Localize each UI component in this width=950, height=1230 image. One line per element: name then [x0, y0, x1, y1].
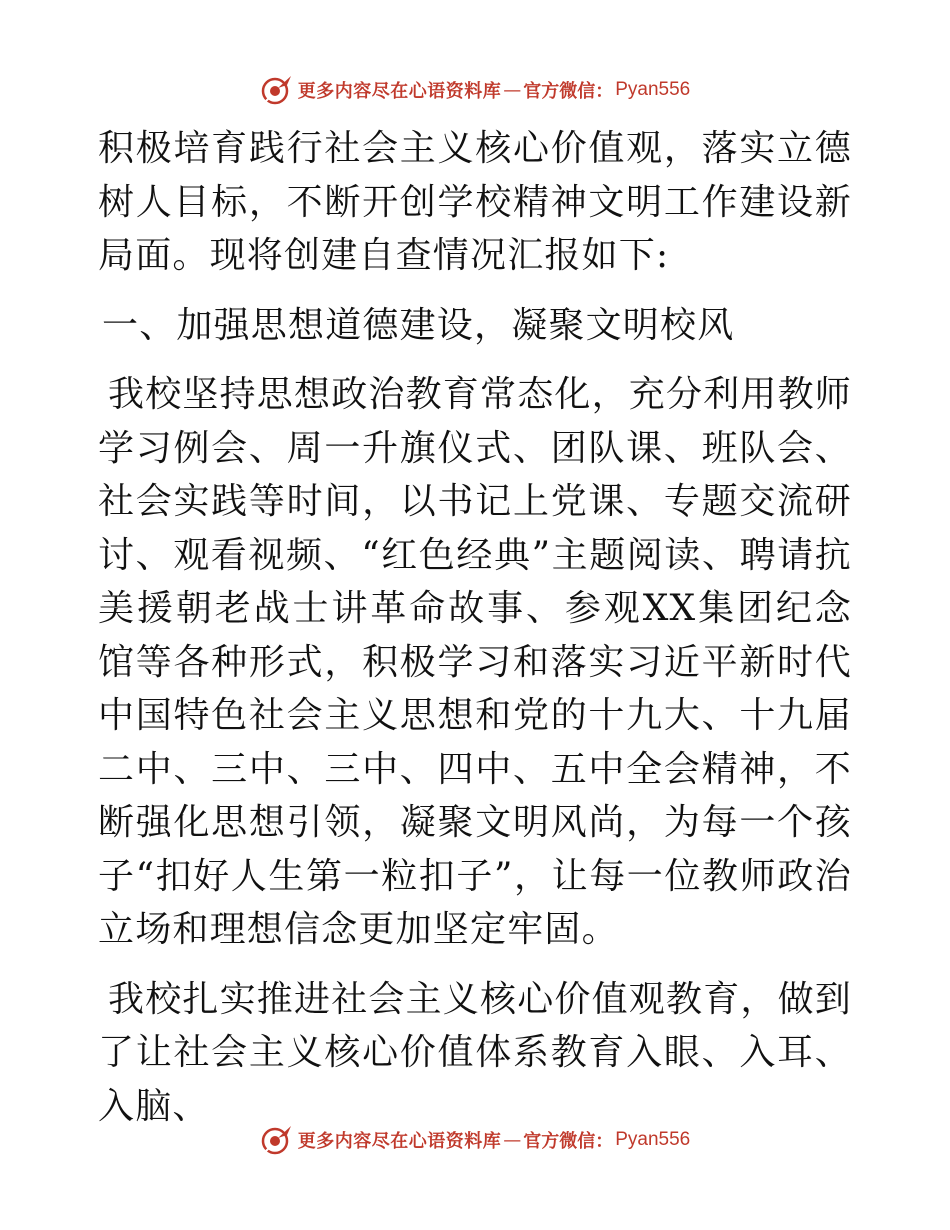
quill-pen-logo-icon [260, 1123, 294, 1157]
footer-watermark-banner [0, 1120, 950, 1160]
paragraph-gap [98, 957, 852, 973]
section-heading-1: 一、加强思想道德建设，凝聚文明校风 [102, 304, 735, 346]
document-body [98, 122, 852, 1133]
paragraph-intro: 积极培育践行社会主义核心价值观，落实立德树人目标，不断开创学校精神文明工作建设新局面。现将创建自查情况汇报如下: [98, 128, 852, 276]
paragraph-moral-education: 我校坚持思想政治教育常态化，充分利用教师学习例会、周一升旗仪式、团队课、班队会、社会实践等时间，以书记上党课、专题交流研讨、观看视频、“红色经典”主题阅读、聘请抗美援朝老战士讲革命故事、参观XX集团纪念馆等各种形式，积极学习和落实习近平新时代中国特色社会主义思想和党的十九大、十九届二中、三中、三中、四中、五中全会精神，不断强化思想引领，凝聚文明风尚，为每一个孩子“扣好人生第一粒扣子”，让每一位教师政治立场和理想信念更加坚定牢固。 [98, 374, 853, 950]
banner-slogan: 更多内容尽在心语资料库 [297, 1131, 502, 1152]
banner-wechat-id: Pyan556 [615, 79, 691, 100]
paragraph-gap [98, 283, 852, 299]
banner-dash: — [503, 1129, 522, 1151]
banner-slogan: 更多内容尽在心语资料库 [297, 81, 502, 102]
quill-pen-logo-icon [260, 73, 294, 107]
banner-dash: — [503, 79, 522, 101]
banner-wechat-label: 官方微信： [523, 81, 614, 102]
paragraph-gap [98, 352, 852, 368]
banner-wechat-label: 官方微信： [523, 1131, 614, 1152]
header-watermark-banner [0, 70, 950, 110]
paragraph-core-values: 我校扎实推进社会主义核心价值观教育，做到了让社会主义核心价值体系教育入眼、入耳、入脑、 [98, 978, 853, 1127]
banner-wechat-id: Pyan556 [615, 1129, 691, 1150]
